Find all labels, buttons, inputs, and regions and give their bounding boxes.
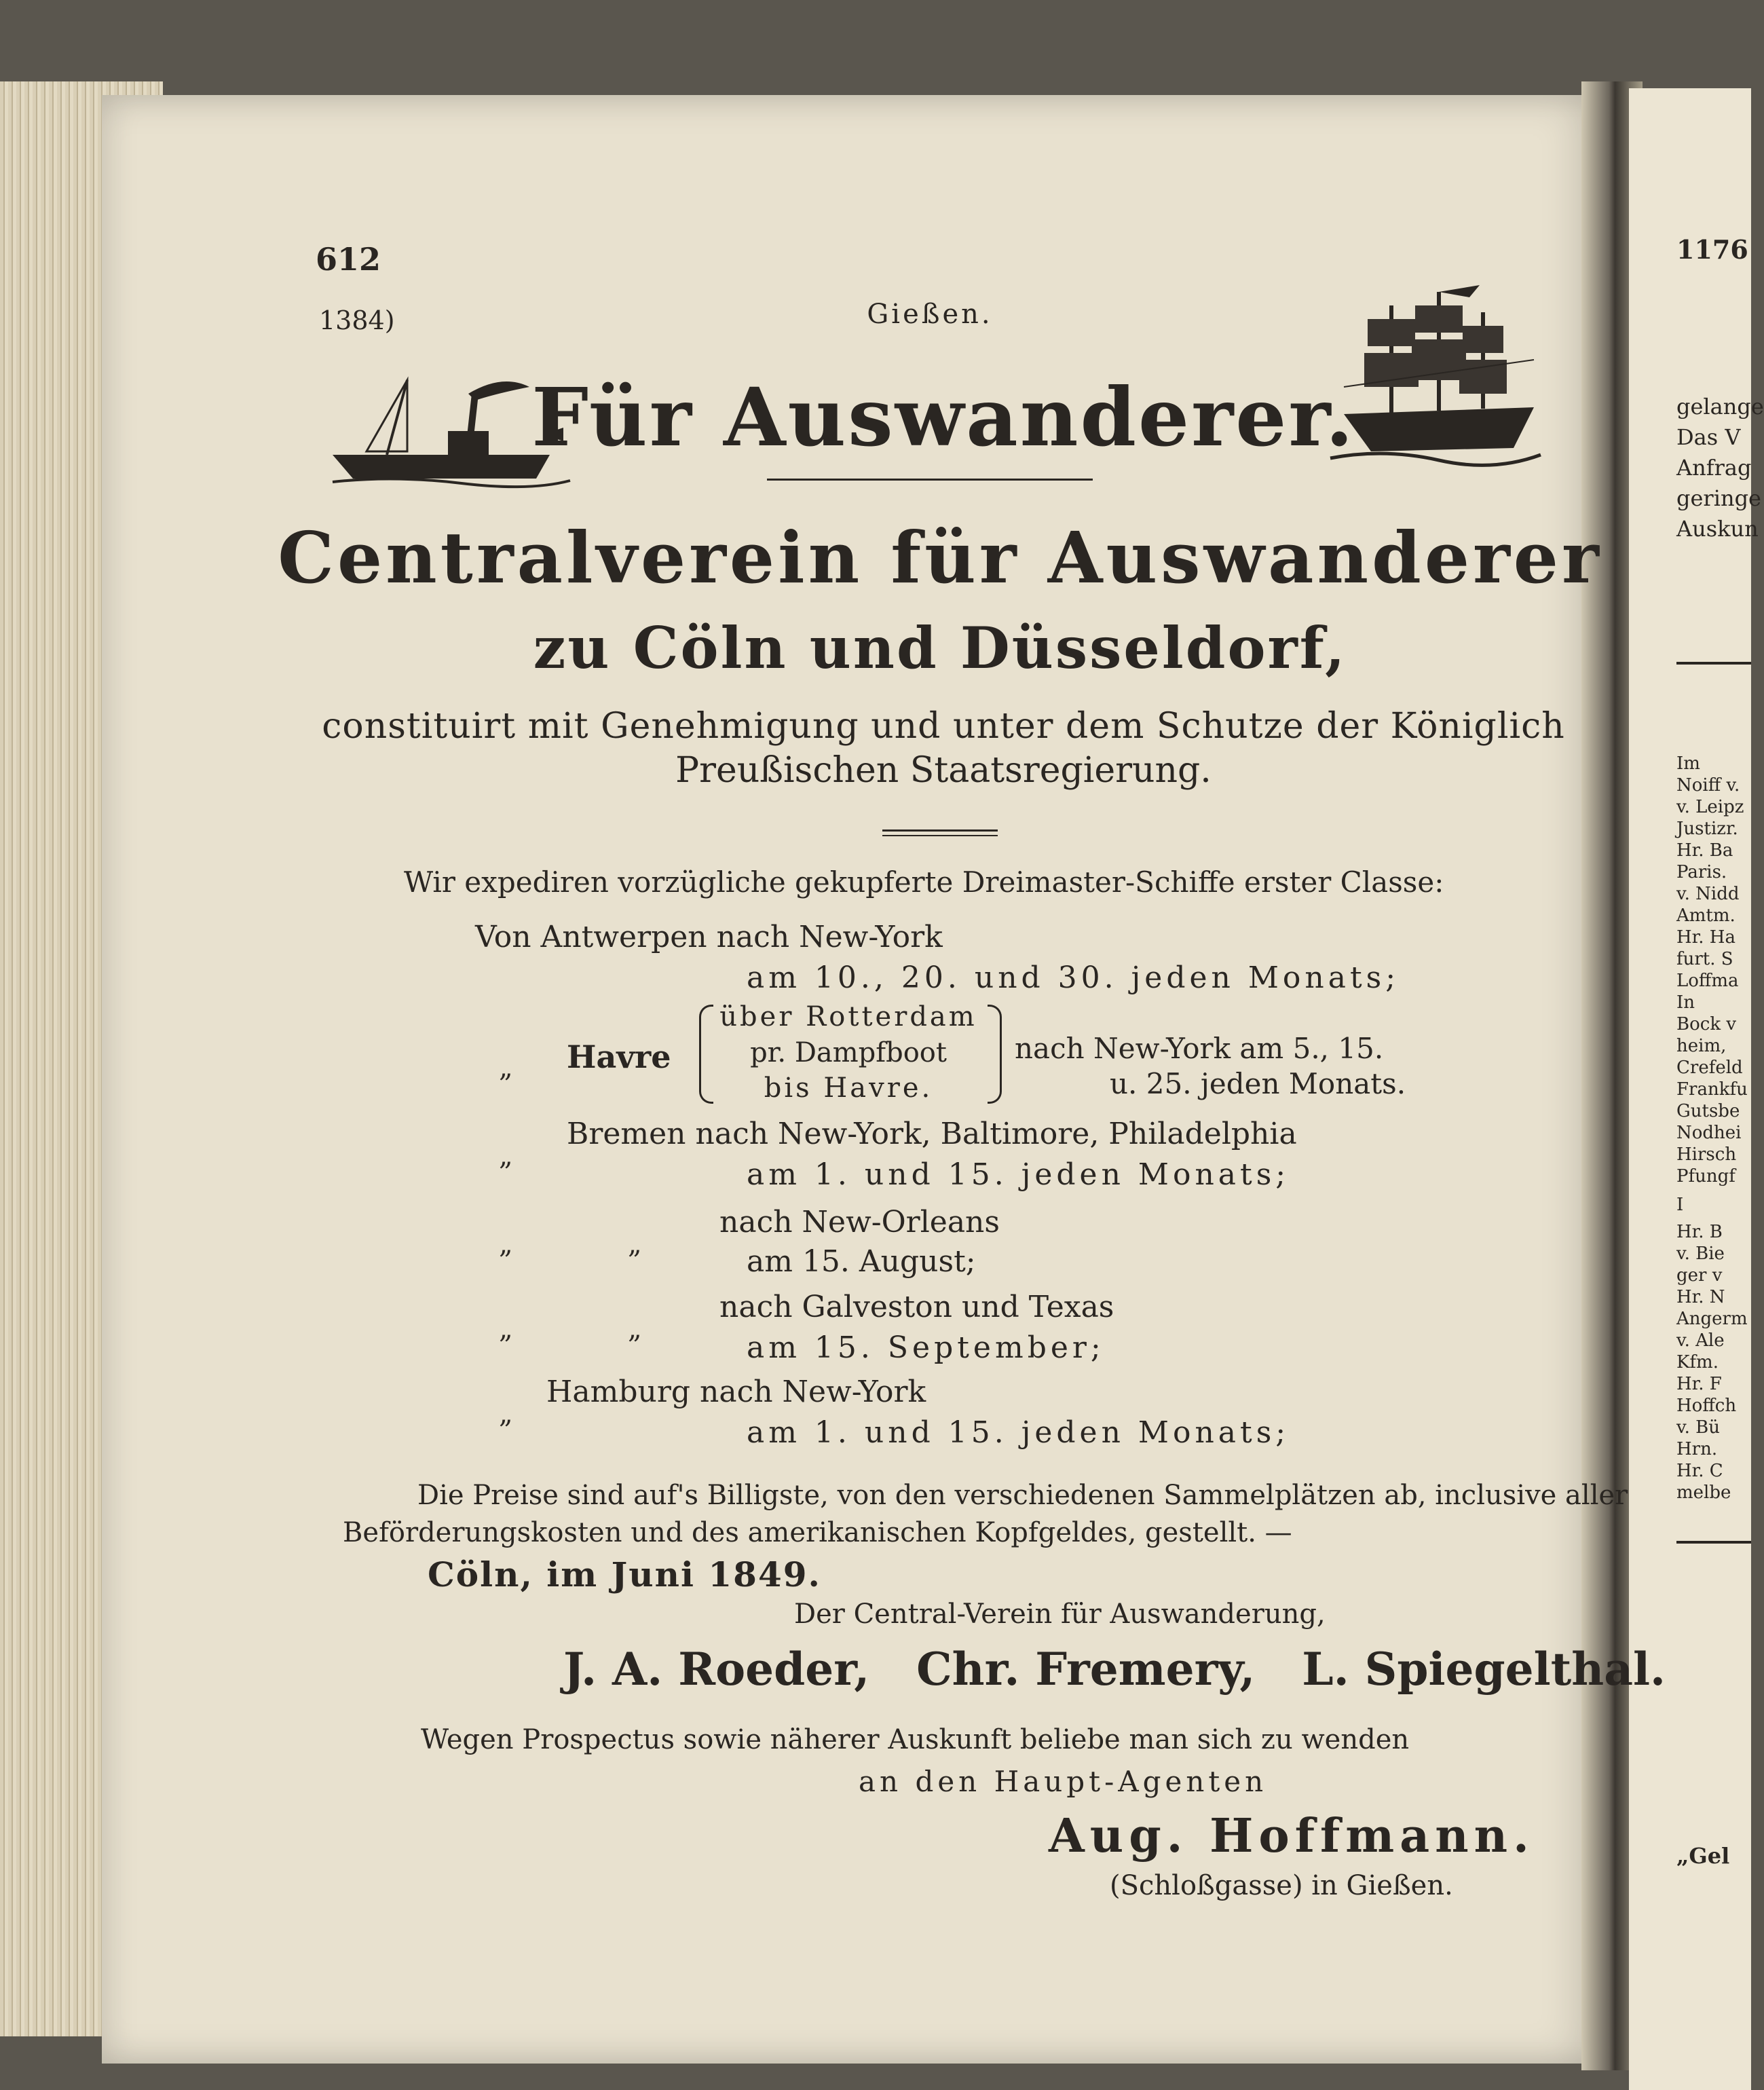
ditto-mark: „ <box>628 1313 642 1345</box>
right-line: Das V <box>1676 424 1741 450</box>
prices-line-1: Die Preise sind auf's Billigste, von den verschiedenen Sammelplätzen ab, inclusive aller <box>417 1480 1628 1511</box>
right-list-item: Hr. F <box>1676 1374 1722 1394</box>
right-list-item: Bock v <box>1676 1014 1737 1034</box>
subtitle-line-2: Preußischen Staatsregierung. <box>675 750 1212 791</box>
headline-rule <box>767 479 1093 481</box>
right-brace <box>988 1005 1002 1104</box>
title-line-2: zu Cöln und Düsseldorf, <box>533 614 1347 682</box>
right-list-item: v. Leipz <box>1676 797 1744 817</box>
right-list-item: I <box>1676 1195 1684 1215</box>
right-list-item: v. Ale <box>1676 1330 1725 1351</box>
prospectus-line-2: an den Haupt-Agenten <box>859 1765 1268 1798</box>
route-bremen-dates: am 1. und 15. jeden Monats; <box>747 1157 1290 1192</box>
page-number: 612 <box>316 241 381 278</box>
right-list-item: Hr. Ha <box>1676 927 1735 948</box>
right-page-rule <box>1676 662 1751 665</box>
right-page-rule <box>1676 1541 1751 1544</box>
route-hamburg-dates: am 1. und 15. jeden Monats; <box>747 1415 1290 1450</box>
right-list-item: Hrn. <box>1676 1439 1718 1459</box>
right-line: Anfrag <box>1676 455 1752 481</box>
right-list-item: Loffma <box>1676 971 1739 991</box>
right-line: geringe <box>1676 485 1761 511</box>
right-list-item: Im <box>1676 753 1700 774</box>
ditto-mark: „ <box>499 1140 513 1172</box>
right-list-item: v. Bie <box>1676 1244 1725 1264</box>
right-list-item: ger v <box>1676 1265 1723 1286</box>
right-list-item: In <box>1676 992 1695 1013</box>
route-havre-via-1: über Rotterdam <box>719 1001 977 1032</box>
route-hamburg: Hamburg nach New-York <box>546 1375 926 1409</box>
left-brace <box>699 1005 713 1104</box>
right-line: Auskun <box>1676 516 1759 542</box>
route-bremen: Bremen nach New-York, Baltimore, Philadelphia <box>567 1117 1297 1151</box>
town-header: Gießen. <box>867 299 993 330</box>
right-list-item: Nodhei <box>1676 1123 1742 1143</box>
prospectus-line-1: Wegen Prospectus sowie näherer Auskunft beliebe man sich zu wenden <box>421 1724 1410 1755</box>
route-havre-via-3: bis Havre. <box>764 1072 933 1104</box>
route-havre-via-2: pr. Dampfboot <box>750 1037 947 1068</box>
ditto-mark: „ <box>499 1313 513 1345</box>
right-list-item: Paris. <box>1676 862 1727 882</box>
agent-name: Aug. Hoffmann. <box>1049 1809 1535 1863</box>
right-list-item: Amtm. <box>1676 906 1735 926</box>
right-list-item: melbe <box>1676 1482 1731 1503</box>
ditto-mark: „ <box>499 1398 513 1430</box>
title-line-1: Centralverein für Auswanderer <box>278 516 1602 599</box>
ditto-mark: „ <box>499 1229 513 1260</box>
agent-address: (Schloßgasse) in Gießen. <box>1110 1870 1453 1901</box>
right-list-item: heim, <box>1676 1036 1727 1056</box>
section-rule-2 <box>882 835 998 836</box>
route-galveston: nach Galveston und Texas <box>719 1290 1114 1324</box>
route-new-orleans-date: am 15. August; <box>747 1244 976 1279</box>
signed-by: Der Central-Verein für Auswanderung, <box>794 1599 1326 1630</box>
right-list-item: v. Bü <box>1676 1417 1720 1438</box>
place-date: Cöln, im Juni 1849. <box>428 1554 821 1594</box>
prices-line-2: Beförderungskosten und des amerikanischen Kopfgeldes, gestellt. — <box>343 1517 1292 1548</box>
right-list-item: Hr. N <box>1676 1287 1725 1307</box>
right-list-item: Hr. Ba <box>1676 840 1733 861</box>
route-new-orleans: nach New-Orleans <box>719 1205 1000 1239</box>
right-list-item: Angerm <box>1676 1309 1748 1329</box>
intro-text: Wir expediren vorzügliche gekupferte Dreimaster-Schiffe erster Classe: <box>404 865 1444 899</box>
route-havre-dest-2: u. 25. jeden Monats. <box>1110 1067 1406 1100</box>
right-list-item: furt. S <box>1676 949 1733 969</box>
signatures: J. A. Roeder, Chr. Fremery, L. Spiegelthal. <box>563 1643 1666 1696</box>
right-list-item: v. Nidd <box>1676 884 1740 904</box>
right-line: gelange <box>1676 394 1764 419</box>
right-list-item: Pfungf <box>1676 1166 1735 1187</box>
ditto-mark: „ <box>499 1052 513 1083</box>
right-list-item: Frankfu <box>1676 1079 1748 1100</box>
right-list-item: Hr. C <box>1676 1461 1723 1481</box>
route-antwerpen: Von Antwerpen nach New-York <box>475 920 943 954</box>
right-list-item: Hr. B <box>1676 1222 1723 1242</box>
right-list-item: Crefeld <box>1676 1058 1743 1078</box>
section-rule-1 <box>882 829 998 832</box>
route-havre-port: Havre <box>567 1039 671 1075</box>
route-antwerpen-dates: am 10., 20. und 30. jeden Monats; <box>747 960 1400 995</box>
headline: Für Auswanderer. <box>531 370 1355 464</box>
ditto-mark: „ <box>628 1229 642 1260</box>
right-list-item: Kfm. <box>1676 1352 1719 1373</box>
right-list-item: Hoffch <box>1676 1396 1737 1416</box>
right-page-number: 1176 <box>1676 234 1748 265</box>
right-list-item: Justizr. <box>1676 819 1738 839</box>
sailing-ship-illustration-icon <box>1330 285 1541 468</box>
route-havre-dest-1: nach New-York am 5., 15. <box>1015 1032 1384 1065</box>
right-bottom-fragment: „Gel <box>1676 1843 1730 1869</box>
ad-number: 1384) <box>319 305 395 335</box>
route-galveston-date: am 15. September; <box>747 1330 1105 1365</box>
subtitle-line-1: constituirt mit Genehmigung und unter dem Schutze der Königlich <box>322 706 1565 747</box>
right-list-item: Gutsbe <box>1676 1101 1740 1121</box>
right-list-item: Hirsch <box>1676 1144 1737 1165</box>
right-list-item: Noiff v. <box>1676 775 1740 796</box>
